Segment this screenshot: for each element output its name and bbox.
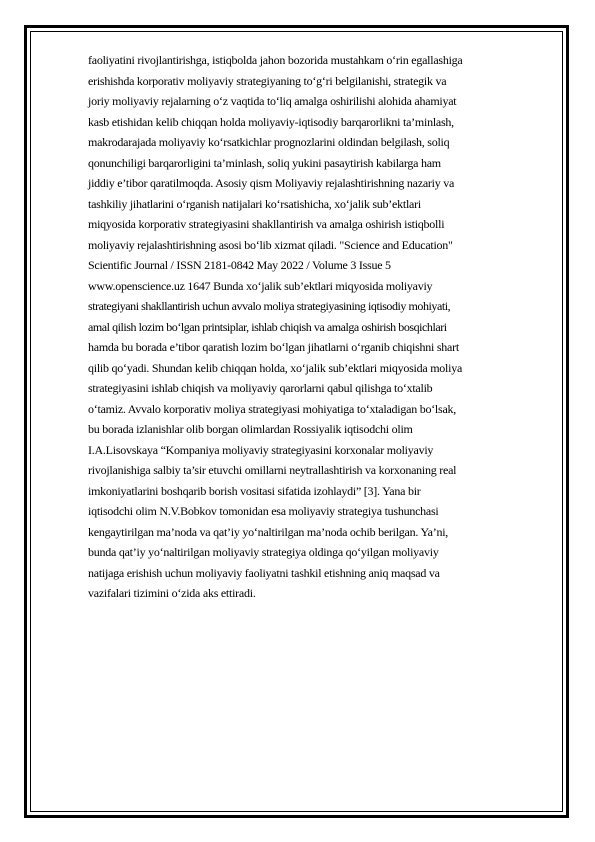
text-line: strategiyasini ishlab chiqish va moliyaviy qarorlarni qabul qilishga to‘xtalib: [88, 381, 433, 395]
text-line: bunda qat’iy yo‘naltirilgan moliyaviy strategiya oldinga qo‘yilgan moliyaviy: [88, 545, 439, 559]
text-line: Scientific Journal / ISSN 2181-0842 May 2022 / Volume 3 Issue 5: [88, 258, 391, 272]
text-line: erishishda korporativ moliyaviy strategiyaning to‘g‘ri belgilanishi, strategik va: [88, 73, 447, 88]
text-line: amal qilish lozim bo‘lgan printsiplar, ishlab chiqish va amalga oshirish bosqichlari: [88, 319, 447, 334]
text-line: qilib qo‘yadi. Shundan kelib chiqqan holda, xo‘jalik sub’ektlari miqyosida moliya: [88, 360, 463, 375]
text-line: imkoniyatlarini boshqarib borish vositasi sifatida izohlaydi” [3]. Yana bir: [88, 483, 421, 498]
text-line: kengaytirilgan ma’noda va qat’iy yo‘naltirilgan ma’noda ochib berilgan. Ya’ni,: [88, 524, 449, 539]
text-line: tashkiliy jihatlarini o‘rganish natijalari ko‘rsatishicha, xo‘jalik sub’ektlari: [88, 196, 421, 211]
text-line: faoliyatini rivojlantirishga, istiqbolda jahon bozorida mustahkam o‘rin egallashiga: [88, 53, 463, 67]
text-line: bu borada izlanishlar olib borgan olimlardan Rossiyalik iqtisodchi olim: [88, 422, 413, 436]
text-line: vazifalari tizimini o‘zida aks ettiradi.: [88, 586, 256, 600]
text-line: rivojlanishiga salbiy ta’sir etuvchi omillarni neytrallashtirish va korxonaning real: [88, 463, 457, 477]
text-line: moliyaviy rejalashtirishning asosi bo‘lib xizmat qiladi. "Science and Education": [88, 237, 453, 252]
text-line: o‘tamiz. Avvalo korporativ moliya strategiyasi mohiyatiga to‘xtaladigan bo‘lsak,: [88, 401, 457, 416]
text-line: makrodarajada moliyaviy ko‘rsatkichlar prognozlarini oldindan belgilash, soliq: [88, 135, 450, 149]
text-line: miqyosida korporativ strategiyasini shakllantirish va amalga oshirish istiqbolli: [88, 217, 445, 231]
text-line: hamda bu borada e’tibor qaratish lozim bo‘lgan jihatlarni o‘rganib chiqishni shart: [88, 340, 459, 354]
text-line: kasb etishidan kelib chiqqan holda moliyaviy-iqtisodiy barqarorlikni ta’minlash,: [88, 114, 454, 129]
text-line: natijaga erishish uchun moliyaviy faoliyatni tashkil etishning aniq maqsad va: [88, 565, 440, 580]
text-line: strategiyani shakllantirish uchun avvalo moliya strategiyasining iqtisodiy mohiyati,: [88, 299, 451, 313]
document-body: [88, 50, 558, 604]
text-line: qonunchiligi barqarorligini ta’minlash, soliq yukini pasaytirish kabilarga ham: [88, 155, 441, 170]
text-line: jiddiy e’tibor qaratilmoqda. Asosiy qism Moliyaviy rejalashtirishning nazariy va: [88, 176, 455, 190]
text-line: iqtisodchi olim N.V.Bobkov tomonidan esa moliyaviy strategiya tushunchasi: [88, 504, 439, 518]
text-line: www.openscience.uz 1647 Bunda xo‘jalik sub’ektlari miqyosida moliyaviy: [88, 278, 433, 293]
text-line: I.A.Lisovskaya “Kompaniya moliyaviy strategiyasini korxonalar moliyaviy: [88, 442, 434, 457]
text-line: joriy moliyaviy rejalarning o‘z vaqtida to‘liq amalga oshirilishi alohida ahamiyat: [88, 94, 457, 108]
